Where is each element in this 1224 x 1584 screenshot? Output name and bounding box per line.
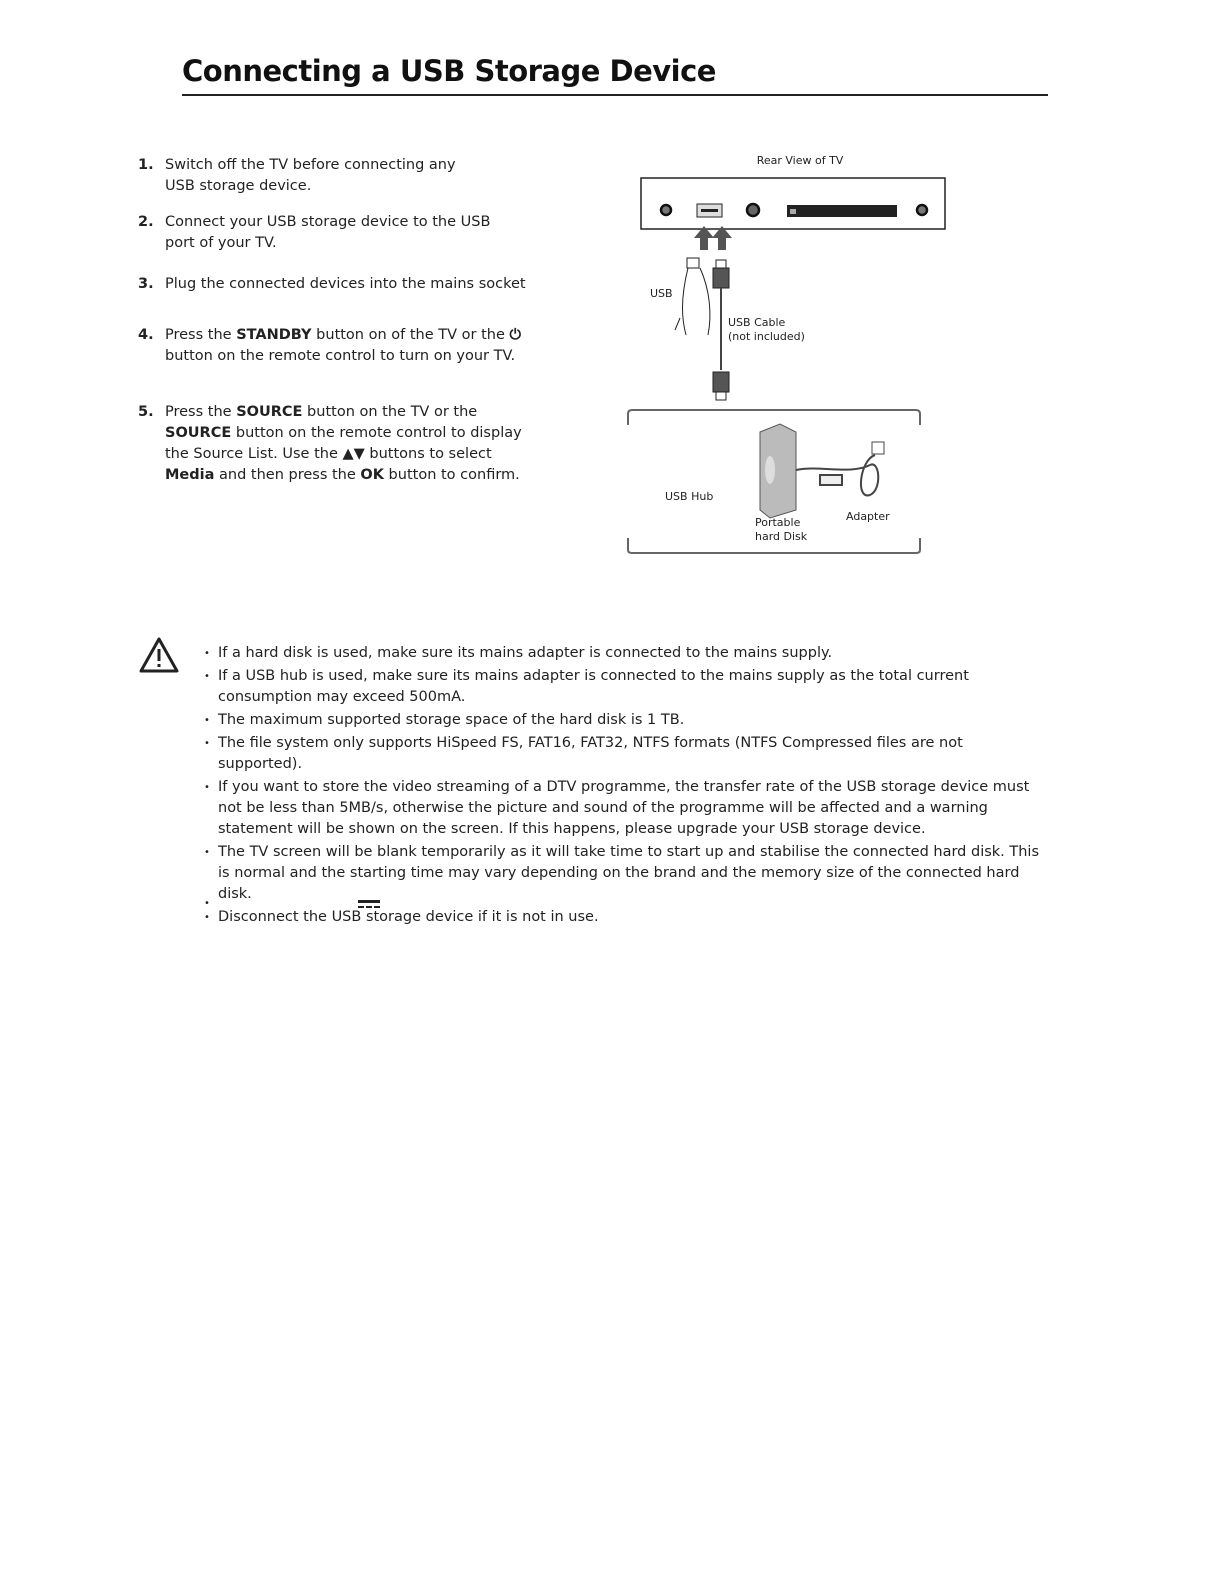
page-title: Connecting a USB Storage Device (182, 54, 716, 88)
step-text: Plug the connected devices into the mains socket (165, 276, 526, 292)
usb-hub-label: USB Hub (665, 490, 714, 503)
dc-symbol-icon-dashes (358, 906, 380, 908)
note-item: • If a hard disk is used, make sure its mains adapter is connected to the mains supply. (204, 643, 1044, 664)
step-text: Switch off the TV before connecting any USB storage device. (165, 157, 456, 194)
hard-disk-icon (760, 424, 796, 518)
usb-connector (713, 268, 729, 288)
rear-view-label: Rear View of TV (756, 154, 844, 167)
step-number: 5. (138, 404, 154, 420)
warning-icon (138, 636, 180, 674)
step-text: Press the STANDBY button on of the TV or the ⏻ button on the remote control to turn on your TV. (165, 327, 521, 364)
usb-connection-diagram (620, 140, 960, 560)
adapter-label: Adapter (846, 510, 890, 523)
usb-label: USB (650, 287, 673, 300)
hard-disk-label: hard Disk (755, 530, 808, 543)
note-item: • The TV screen will be blank temporarily as it will take time to start up and stabilise the connected hard disk. This is normal and the starting time may vary depending on the brand and the memory size of the connected hard disk. (204, 842, 1044, 905)
adapter-icon (796, 442, 884, 495)
tv-rear-panel (641, 178, 945, 229)
not-included-label: (not included) (728, 330, 805, 343)
step-number: 2. (138, 214, 154, 230)
dc-symbol-icon (358, 900, 380, 903)
step-text: Connect your USB storage device to the USB port of your TV. (165, 214, 491, 251)
note-item: • If a USB hub is used, make sure its mains adapter is connected to the mains supply as the total current consumption may exceed 500mA. (204, 666, 1044, 708)
usb-cable-label: USB Cable (728, 316, 786, 329)
empty-bullet: • (204, 898, 210, 909)
note-item: • The maximum supported storage space of the hard disk is 1 TB. (204, 710, 1044, 731)
note-item: • The file system only supports HiSpeed FS, FAT16, FAT32, NTFS formats (NTFS Compressed files are not supported). (204, 733, 1044, 775)
up-down-arrows-icon: ▲▼ (342, 446, 365, 462)
step-number: 4. (138, 327, 154, 343)
power-icon: ⏻ (509, 327, 521, 343)
title-rule (182, 94, 1048, 96)
step-number: 1. (138, 157, 154, 173)
notes-list (204, 643, 1044, 930)
usb-stick-icon (675, 258, 710, 335)
note-item: • Disconnect the USB storage device if it is not in use. (204, 907, 1044, 928)
step-text: Press the SOURCE button on the TV or the SOURCE button on the remote control to display the Source List. Use the ▲▼ buttons to select Media and then press the OK button to confirm. (165, 404, 522, 483)
step-number: 3. (138, 276, 154, 292)
portable-label: Portable (755, 516, 801, 529)
note-item: • If you want to store the video streaming of a DTV programme, the transfer rate of the USB storage device must not be less than 5MB/s, otherwise the picture and sound of the programme will be affected and a warning statement will be shown on the screen. If this happens, please upgrade your USB storage device. (204, 777, 1044, 840)
